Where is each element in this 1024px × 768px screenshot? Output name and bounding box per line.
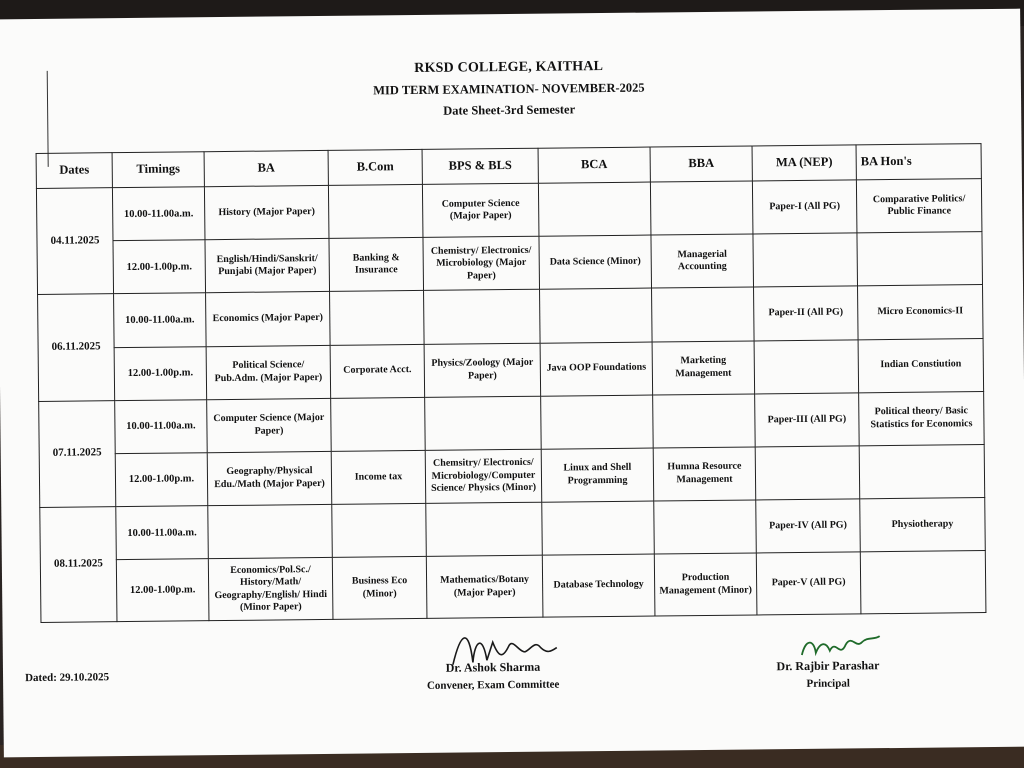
paper-cell <box>652 287 755 341</box>
table-row <box>40 498 986 561</box>
paper-cell: Paper-I (All PG) <box>752 180 857 234</box>
date-cell: 08.11.2025 <box>40 507 117 623</box>
paper-cell: Political theory/ Basic Statistics for Economics <box>859 391 985 445</box>
table-row <box>39 444 985 507</box>
paper-cell <box>328 184 423 238</box>
paper-cell: Geography/Physical Edu./Math (Major Paper) <box>207 451 332 505</box>
paper-cell: Business Eco (Minor) <box>332 557 427 620</box>
timing-cell: 12.00-1.00p.m. <box>116 559 209 622</box>
paper-cell: Political Science/ Pub.Adm. (Major Paper) <box>206 345 331 399</box>
paper-cell <box>542 501 655 555</box>
column-header: BA <box>204 150 328 186</box>
paper-cell: Corporate Acct. <box>330 344 425 398</box>
table-row <box>38 285 984 348</box>
paper-cell <box>425 396 542 450</box>
paper-cell: Humna Resource Management <box>653 447 756 501</box>
table-row <box>40 551 986 623</box>
paper-cell <box>859 444 985 498</box>
paper-cell: Micro Economics-II <box>858 285 984 339</box>
table-body <box>36 179 985 623</box>
paper-cell <box>755 446 860 500</box>
document-header <box>0 55 1021 124</box>
timing-cell: 10.00-11.00a.m. <box>112 187 205 241</box>
paper-cell: Paper-IV (All PG) <box>756 499 861 553</box>
paper-cell <box>653 394 756 448</box>
paper-cell: Comparative Politics/ Public Finance <box>856 179 982 233</box>
paper-cell: Managerial Accounting <box>651 234 754 288</box>
column-header: BBA <box>650 146 752 182</box>
paper-cell: Marketing Management <box>652 340 755 394</box>
paper-cell: Paper-III (All PG) <box>755 393 860 447</box>
paper-cell: Computer Science (Major Paper) <box>422 183 539 237</box>
table-row <box>36 179 982 242</box>
paper-cell: Chemistry/ Electronics/ Microbiology (Major Paper) <box>423 236 540 290</box>
timing-cell: 10.00-11.00a.m. <box>115 399 208 453</box>
paper-cell: Chemsitry/ Electronics/ Microbiology/Computer Science/ Physics (Minor) <box>425 449 542 503</box>
table-row <box>37 232 983 295</box>
convener-role: Convener, Exam Committee <box>426 678 560 692</box>
paper-cell <box>538 182 651 236</box>
sheet-title: Date Sheet-3rd Semester <box>443 102 576 118</box>
date-cell: 06.11.2025 <box>38 294 115 401</box>
principal-signature-scribble <box>796 630 886 663</box>
paper-cell: Banking & Insurance <box>329 238 424 292</box>
paper-cell <box>650 181 753 235</box>
convener-signature-scribble <box>443 621 564 674</box>
paper-cell <box>426 502 543 556</box>
paper-cell: Economics/Pol.Sc./ History/Math/ Geography/English/ Hindi (Minor Paper) <box>208 558 333 621</box>
paper-cell <box>208 504 333 558</box>
paper-cell <box>331 397 426 451</box>
date-cell: 07.11.2025 <box>39 400 116 507</box>
paper-cell: Economics (Major Paper) <box>206 292 331 346</box>
timing-cell: 10.00-11.00a.m. <box>116 506 209 560</box>
paper-cell <box>754 339 859 393</box>
paper-cell <box>332 503 427 557</box>
column-header: Timings <box>112 152 204 188</box>
paper-cell <box>753 233 858 287</box>
paper-cell <box>540 288 653 342</box>
convener-signature-block <box>413 659 573 692</box>
column-header: BA Hon's <box>856 144 981 180</box>
timing-cell: 12.00-1.00p.m. <box>115 453 208 507</box>
principal-name: Dr. Rajbir Parashar <box>776 658 880 674</box>
college-name: RKSD COLLEGE, KAITHAL <box>414 59 604 77</box>
paper-cell <box>424 290 541 344</box>
paper-cell: Physics/Zoology (Major Paper) <box>424 343 541 397</box>
paper-cell: Paper-V (All PG) <box>756 552 861 615</box>
principal-role: Principal <box>806 677 850 690</box>
paper-cell <box>330 291 425 345</box>
paper-cell: Data Science (Minor) <box>539 235 652 289</box>
timing-cell: 12.00-1.00p.m. <box>114 346 207 400</box>
column-header: MA (NEP) <box>752 145 856 181</box>
date-sheet-paper <box>0 9 1024 758</box>
paper-cell: Physiotherapy <box>860 498 986 552</box>
paper-cell <box>860 551 986 614</box>
paper-cell: Computer Science (Major Paper) <box>207 398 332 452</box>
paper-cell: History (Major Paper) <box>204 185 329 239</box>
paper-cell: Mathematics/Botany (Major Paper) <box>426 555 543 618</box>
column-header: B.Com <box>328 149 422 185</box>
exam-title: MID TERM EXAMINATION- NOVEMBER-2025 <box>373 80 645 98</box>
paper-cell <box>857 232 983 286</box>
timing-cell: 10.00-11.00a.m. <box>114 293 207 347</box>
paper-cell: Database Technology <box>542 554 655 617</box>
paper-cell: English/Hindi/Sanskrit/ Punjabi (Major Paper) <box>205 239 330 293</box>
paper-cell: Paper-II (All PG) <box>754 286 859 340</box>
timing-cell: 12.00-1.00p.m. <box>113 240 206 294</box>
date-sheet-table <box>36 143 987 623</box>
column-header: BPS & BLS <box>422 148 538 184</box>
paper-cell: Income tax <box>331 450 426 504</box>
table-row <box>39 391 985 454</box>
paper-cell <box>654 500 757 554</box>
paper-cell: Indian Constiution <box>858 338 984 392</box>
paper-cell: Linux and Shell Programming <box>541 448 654 502</box>
dated-label: Dated: 29.10.2025 <box>25 671 110 685</box>
convener-name: Dr. Ashok Sharma <box>445 659 541 675</box>
paper-cell: Java OOP Foundations <box>540 342 653 396</box>
column-header: BCA <box>538 147 650 183</box>
paper-cell <box>541 395 654 449</box>
table-row <box>38 338 984 401</box>
paper-cell: Production Management (Minor) <box>654 553 757 616</box>
principal-signature-block <box>748 658 908 691</box>
date-cell: 04.11.2025 <box>36 188 113 295</box>
column-header: Dates <box>36 153 112 189</box>
